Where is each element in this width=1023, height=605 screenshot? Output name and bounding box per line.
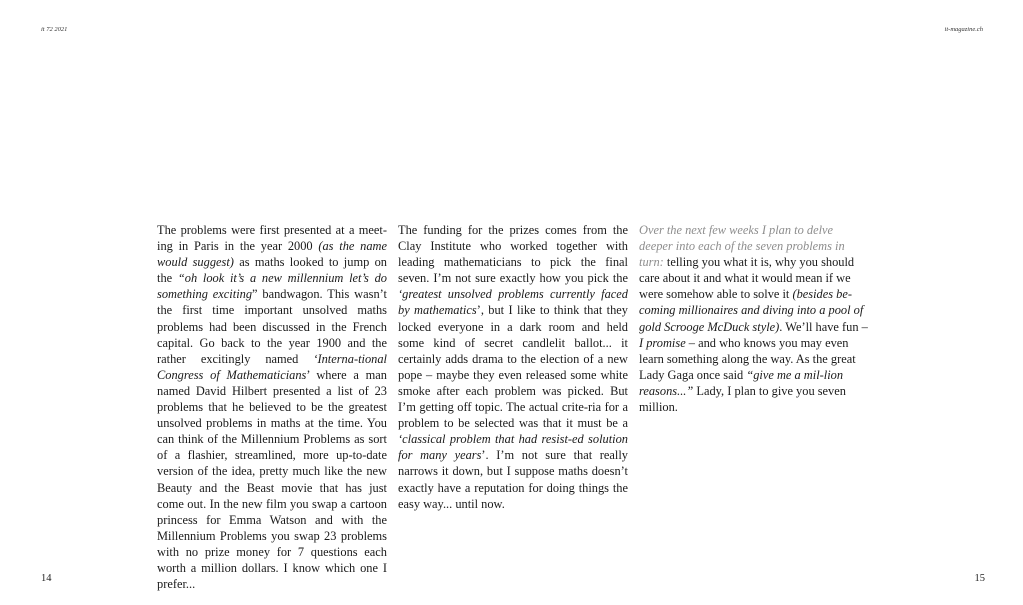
column1-run: ’ where a man named David Hilbert presented a list of 23 problems that he believed to be the greatest unsolved problems in maths at the time. You can think of the Millennium Problems as sort of a flashier, streamlined, more up-to-date version of the idea, pretty much like the new Beauty and the Beast movie that has just come out. In the new film you swap a cartoon princess for Emma Watson and with the Millennium Problems you swap 23 problems with no prize money for 7 questions each worth a million dollars. I know which one I prefer... [157,367,387,592]
column2-run: ‘classical problem that had resist-ed solution for many years [398,432,628,463]
column3-run: Lady, I plan to give you seven million. [639,383,846,415]
article-column-2 [398,222,628,512]
column1-run: The problems were first presented at a meet-ing in Paris in the year 2000 [157,223,387,254]
column3-run: “give me a mil-lion reasons...” [639,367,844,398]
column-2-text [398,222,628,512]
website-label: it-magazine.ch [944,26,983,33]
page-number-left: 14 [41,573,52,584]
column1-run: (as the name would suggest) [157,239,387,270]
column3-run: I promise [639,335,686,350]
column-1-text [157,222,387,592]
article-column-1 [157,222,387,592]
page-number-right: 15 [974,573,985,584]
column-3-text [639,222,869,415]
column3-run: – and who knows you may even learn something along the way. As the great Lady Gaga once said [639,335,856,382]
column3-run: . We’ll have fun – [779,319,868,334]
column1-run: as maths looked to jump on the [157,255,387,286]
column2-run: ‘greatest unsolved problems currently faced by mathematics [398,287,628,318]
column1-run: “oh look it’s a new millennium let’s do something exciting [157,271,387,302]
issue-label: it 72 2021 [41,26,68,33]
column2-run: ’, but I like to think that they locked everyone in a dark room and held some kind of secret candlelit ballot... it certainly adds drama to the election of a new pope – maybe they even released some white smoke after each problem was picked. But I’m getting off topic. The actual crite-ria for a problem to be selected was that it must be a [398,303,628,431]
article-column-3 [639,222,869,415]
column1-run: ” bandwagon. This wasn’t the first time important unsolved maths problems had been discussed in the French capital. Go back to the year 1900 and the rather excitingly named [157,287,387,366]
column2-run: The funding for the prizes comes from the Clay Institute who worked together with leading mathematicians to pick the final seven. I’m not sure exactly how you pick the [398,223,628,286]
column1-run: ‘Interna-tional Congress of Mathematicians [157,351,387,382]
column3-run: (besides be-coming millionaires and diving into a pool of gold Scrooge McDuck style) [639,287,864,334]
column3-run: telling you what it is, why you should care about it and what it would mean if we were somehow able to solve it [639,255,855,302]
column2-run: ’. I’m not sure that really narrows it down, but I suppose maths doesn’t exactly have a reputation for doing things the easy way... until now. [398,448,628,511]
column3-run: Over the next few weeks I plan to delve deeper into each of the seven problems in turn: [639,223,845,270]
